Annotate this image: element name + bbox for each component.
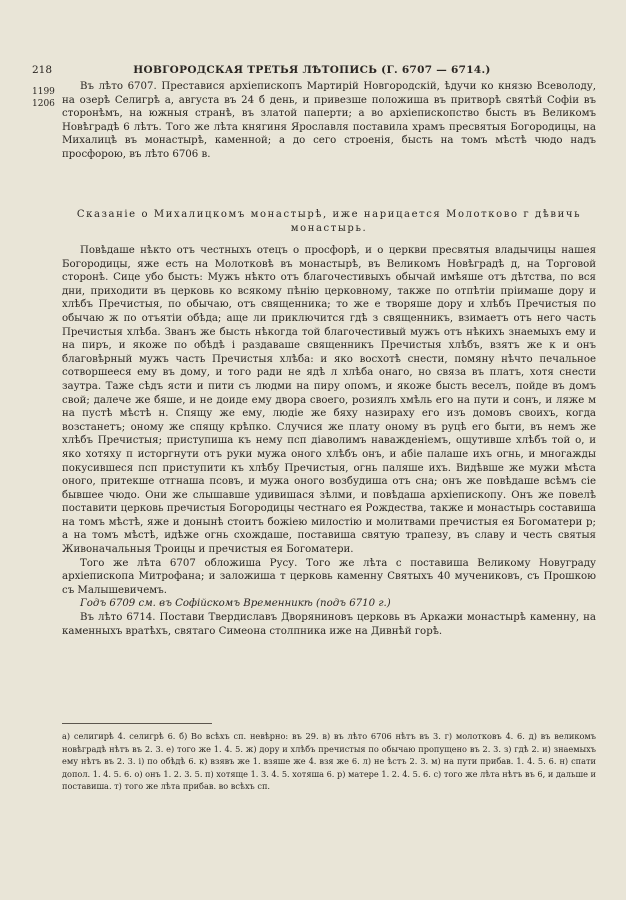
running-title: НОВГОРОДСКАЯ ТРЕТЬЯ ЛѢТОПИСЬ (Г. 6707 — 6714.) (133, 64, 491, 76)
section-heading: Сказаніе о Михалицкомъ монастырѣ, иже нарицается Молотково г дѣвичь монастырь. (76, 209, 582, 234)
margin-years (32, 86, 55, 110)
footnotes: а) селигирѣ 4. селигрѣ 6. б) Во всѣхъ сп. невѣрно: въ 29. в) въ лѣто 6706 нѣтъ въ 3. г) молотковъ 4. 6. д) въ великомъ новѣградѣ нѣтъ въ 2. 3. е) того же 1. 4. 5. ж) дору и хлѣбъ пречистыя по обычаю пропущено въ 2. 3. з) гдѣ 2. и) знаемыхъ ему нѣтъ въ 2. 3. і) по обѣдѣ 6. к) взявъ же 1. взяше же 4. взя же 6. л) не ѣстъ 2. 3. м) на пути прибав. 1. 4. 5. 6. н) спати допол. 1. 4. 5. 6. о) онъ 1. 2. 3. 5. п) хотяще 1. 3. 4. 5. хотяша 6. р) матере 1. 2. 4. 5. 6. с) того же лѣта нѣтъ въ 6, и дальше и поставиша. т) того же лѣта прибав. во всѣхъ сп. (62, 731, 596, 792)
margin-year: 1206 (32, 99, 55, 109)
main-text-block (62, 244, 596, 638)
main-paragraph: Повѣдаше нѣкто отъ честныхъ отецъ о просфорѣ, и о церкви пресвятыя владычицы нашея Богородицы, яже есть на Молотковѣ въ монастырѣ, въ Великомъ Новѣградѣ д, на Торговой сторонѣ. Сице убо бысть: Мужъ нѣкто отъ благочестивыхъ обычай имѣяше отъ дѣтства, по вся дни, приходити въ церковь ко всякому пѣнію церковному, также по отпѣтіи пріимаше дору и хлѣбъ Пречистыя, по обычаю, отъ священника; то же е творяше дору и хлѣбъ Пречистыя по обычаю ж по отъятіи обѣда; аще ли приключится гдѣ з священникъ, взимаетъ отъ него часть Пречистыя хлѣба. Званъ же бысть нѣкогда той благочестивый мужъ отъ нѣкихъ знаемыхъ ему и на пиръ, и якоже по обѣдѣ і раздаваше священникъ Пречистыя хлѣбъ, взятъ же к и онъ благовѣрный мужъ часть Пречистыя хлѣба: и яко восхотѣ снести, помяну нѣчто печальное сотворшееся ему въ дому, и того ради не ядѣ л хлѣба онаго, но связа въ платъ, хотя снести заутра. Таже сѣдъ ясти и пити съ людми на пиру опомъ, и якоже бысть веселъ, пойде въ домъ свой; далече же бяше, и не доиде ему двора своего, розиялъ хмѣль его на пути и сонъ, и ляже м на пустѣ мѣстѣ н. Спящу же ему, людіе же бяху назираху его изъ домовъ своихъ, когда возстанетъ; оному же спящу крѣпко. Случися же плату оному въ руцѣ его быти, въ немъ же хлѣбъ Пречистыя; приступиша къ нему псп діаволимъ наважденіемъ, ощутивше хлѣбъ той о, и яко хотяху п исторгнути отъ руки мужа оного хлѣбъ онъ, и абіе палаше ихъ огнь, и многажды покусившеся псп приступити къ хлѣбу Пречистыя, огнь паляше ихъ. Видѣвше же мужи мѣста оного, притекше отгнаша псовъ, и мужа оного возбудиша отъ сна; онъ же повѣдаше всѣмъ сіе бывшее чюдо. Они же слышавше удивишася зѣлми, и повѣдаша архіепископу. Онъ же повелѣ поставити церковь пречистыя Богородицы честнаго ея Рождества, также и монастырь составиша на томъ мѣстѣ, яже и донынѣ стоитъ божіею милостію и молитвами пречистыя ея Богоматери р; а на томъ мѣстѣ, идѣже огнь схождаше, поставиша святую трапезу, въ славу и честь святыя Живоначальныя Троицы и пречистыя ея Богоматери. (62, 245, 596, 556)
italic-note: Годъ 6709 см. въ Софійскомъ Временникѣ (подъ 6710 г.) (80, 598, 391, 610)
main-paragraph: Того же лѣта 6707 обложиша Русу. Того же лѣта с поставиша Великому Новуграду архіепископа Митрофана; и заложиша т церковь каменну Святыхъ 40 мучениковъ, съ Прошкою съ Малышевичемъ. (62, 557, 596, 596)
last-entry: Въ лѣто 6714. Постави Твердиславъ Дворяниновъ церковь въ Аркажи монастырѣ каменну, на каменныхъ вратѣхъ, святаго Симеона столпника иже на Дивнѣй горѣ. (62, 612, 596, 637)
footnote-divider (62, 723, 212, 724)
first-entry: Въ лѣто 6707. Преставися архіепископъ Мартирій Новгородскій, ѣдучи ко князю Всеволоду, на озерѣ Селигрѣ а, августа въ 24 б день, и привезше положиша въ притворѣ святѣй Софіи въ сторонѣмъ, на южныя странѣ, въ златой паперти; а во архіепископство бысть въ Великомъ Новѣградѣ 6 лѣтъ. Того же лѣта княгиня Ярославля поставила храмъ пресвятыя Богородицы, на Михалицѣ въ монастырѣ, каменной; а до сего строенія, бысть на томъ мѣстѣ чюдо надъ просфорою, въ лѣто 6706 в. (62, 81, 596, 160)
margin-year: 1199 (32, 87, 55, 97)
page-number: 218 (32, 64, 53, 76)
footnotes-block (62, 730, 596, 793)
first-entry-block (62, 80, 596, 162)
